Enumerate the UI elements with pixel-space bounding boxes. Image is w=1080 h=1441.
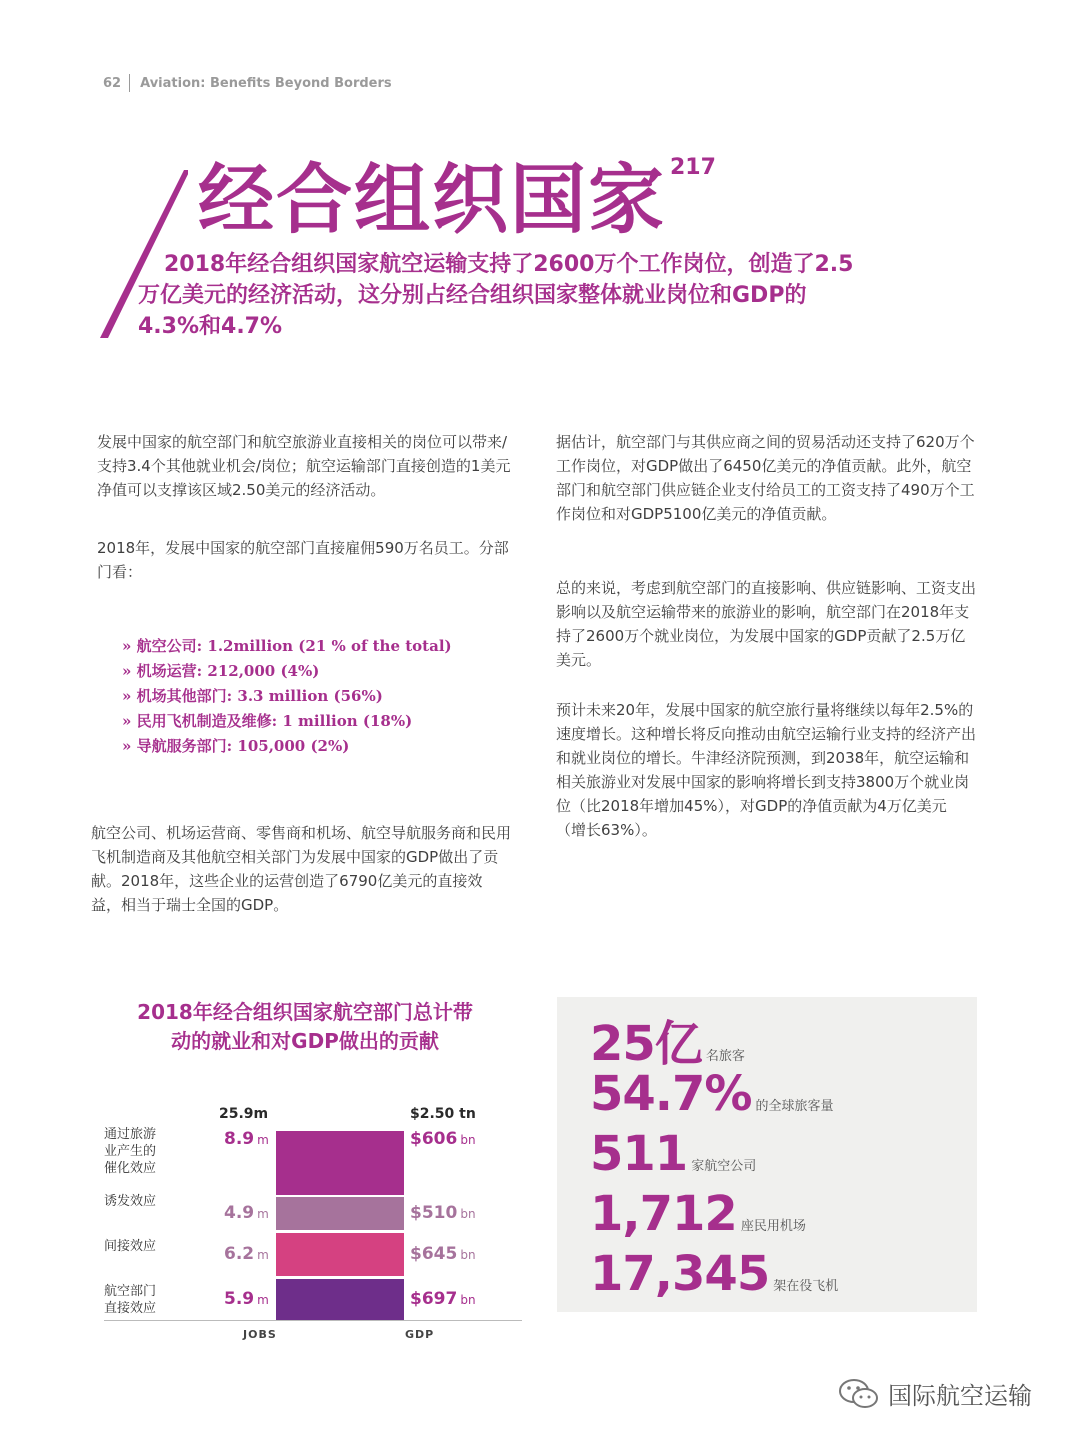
stat-label: 家航空公司 bbox=[691, 1159, 757, 1174]
stat-aircraft bbox=[590, 1246, 838, 1302]
chart-baseline bbox=[104, 1320, 522, 1321]
chart-gdp-value: $697 bn bbox=[410, 1288, 476, 1309]
bullet-value: 1.2million (21 % of the total) bbox=[207, 637, 452, 655]
chart-category-label: 通过旅游 业产生的 催化效应 bbox=[104, 1127, 157, 1176]
stat-label: 座民用机场 bbox=[740, 1219, 806, 1234]
page-subtitle bbox=[138, 249, 948, 342]
chart-gdp-value: $510 bn bbox=[410, 1202, 476, 1223]
title-footnote: 217 bbox=[670, 155, 716, 180]
stat-airports bbox=[590, 1186, 806, 1242]
bullet-airlines bbox=[122, 634, 452, 659]
stat-global-share bbox=[590, 1066, 834, 1122]
bullet-navigation-services bbox=[122, 734, 452, 759]
bullet-airport-operations bbox=[122, 659, 452, 684]
chart-jobs-value: 5.9 m bbox=[224, 1288, 269, 1309]
chart-bar-segment bbox=[276, 1131, 404, 1195]
chart-title-line-2: 动的就业和对GDP做出的贡献 bbox=[171, 1029, 439, 1053]
stat-label: 的全球旅客量 bbox=[755, 1099, 834, 1114]
stat-value: 17,345 bbox=[590, 1246, 770, 1302]
bullet-label: 机场其他部门: bbox=[136, 687, 233, 705]
wechat-icon bbox=[838, 1377, 880, 1411]
doc-title: Aviation: Benefits Beyond Borders bbox=[140, 75, 392, 91]
bullet-value: 212,000 (4%) bbox=[207, 662, 320, 680]
chart-bar-segment bbox=[276, 1197, 404, 1230]
bullet-label: 航空公司: bbox=[136, 637, 203, 655]
x-label-gdp: GDP bbox=[405, 1328, 435, 1341]
sector-bullet-list bbox=[122, 634, 452, 759]
right-paragraph-2: 总的来说，考虑到航空部门的直接影响、供应链影响、工资支出影响以及航空运输带来的旅游业的影响，航空部门在2018年支持了2600万个就业岗位，为发展中国家的GDP贡献了2.5万亿美元。 bbox=[556, 579, 977, 669]
stat-passengers bbox=[590, 1005, 745, 1074]
stat-value: 25亿 bbox=[590, 1016, 702, 1072]
bullet-value: 1 million (18%) bbox=[282, 712, 413, 730]
header-divider bbox=[129, 74, 130, 92]
x-label-jobs: JOBS bbox=[243, 1328, 277, 1341]
bullet-airport-other bbox=[122, 684, 452, 709]
bullet-aircraft-manufacturing bbox=[122, 709, 452, 734]
left-paragraph-2: 2018年，发展中国家的航空部门直接雇佣590万名员工。分部门看： bbox=[97, 539, 509, 581]
chart-jobs-value: 4.9 m bbox=[224, 1202, 269, 1223]
stat-label: 架在役飞机 bbox=[773, 1279, 839, 1294]
stat-value: 1,712 bbox=[590, 1186, 737, 1242]
bullet-marker: » bbox=[122, 662, 132, 680]
chart-title bbox=[100, 998, 510, 1056]
watermark bbox=[838, 1376, 1032, 1411]
page-title-text: 经合组织国家 bbox=[198, 155, 666, 244]
bullet-label: 民用飞机制造及维修: bbox=[136, 712, 278, 730]
bullet-marker: » bbox=[122, 712, 132, 730]
left-paragraph-1: 发展中国家的航空部门和航空旅游业直接相关的岗位可以带来/支持3.4个其他就业机会/岗位；航空运输部门直接创造的1美元净值可以支撑该区域2.50美元的经济活动。 bbox=[97, 433, 511, 499]
bullet-value: 3.3 million (56%) bbox=[237, 687, 383, 705]
subtitle-line-1: 2018年经合组织国家航空运输支持了2600万个工作岗位，创造了2.5 bbox=[164, 252, 854, 277]
left-paragraph-3: 航空公司、机场运营商、零售商和机场、航空导航服务商和民用飞机制造商及其他航空相关部门为发展中国家的GDP做出了贡献。2018年，这些企业的运营创造了6790亿美元的直接效益，相当于瑞士全国的GDP。 bbox=[91, 824, 512, 914]
right-paragraph-3: 预计未来20年，发展中国家的航空旅行量将继续以每年2.5%的速度增长。这种增长将反向推动由航空运输行业支持的经济产出和就业岗位的增长。牛津经济院预测，到2038年，航空运输和相关旅游业对发展中国家的影响将增长到支持3800万个就业岗位（比2018年增加45%），对GDP的净值贡献为4万亿美元（增长63%）。 bbox=[556, 701, 977, 839]
subtitle-line-3: 4.3%和4.7% bbox=[138, 314, 283, 339]
bullet-marker: » bbox=[122, 687, 132, 705]
stat-value: 511 bbox=[590, 1126, 688, 1182]
chart-bar-segment bbox=[276, 1279, 404, 1320]
subtitle-line-2: 万亿美元的经济活动，这分别占经合组织国家整体就业岗位和GDP的 bbox=[138, 283, 807, 308]
chart-category-label: 诱发效应 bbox=[104, 1194, 157, 1209]
stat-label: 名旅客 bbox=[705, 1049, 745, 1064]
right-paragraph-1: 据估计，航空部门与其供应商之间的贸易活动还支持了620万个工作岗位，对GDP做出了6450亿美元的净值贡献。此外，航空部门和航空部门供应链企业支付给员工的工资支持了490万个工作岗位和对GDP5100亿美元的净值贡献。 bbox=[556, 433, 975, 523]
chart-jobs-value: 6.2 m bbox=[224, 1243, 269, 1264]
chart-total-gdp: $2.50 tn bbox=[410, 1106, 476, 1122]
bullet-label: 机场运营: bbox=[136, 662, 203, 680]
chart-jobs-value: 8.9 m bbox=[224, 1129, 269, 1149]
chart-bar-segment bbox=[276, 1233, 404, 1276]
bullet-marker: » bbox=[122, 637, 132, 655]
chart-category-label: 间接效应 bbox=[104, 1239, 157, 1254]
chart-gdp-value: $606 bn bbox=[410, 1129, 476, 1149]
page-number: 62 bbox=[103, 75, 122, 91]
stat-airlines bbox=[590, 1126, 756, 1182]
chart-gdp-value: $645 bn bbox=[410, 1243, 476, 1264]
chart-total-jobs: 25.9m bbox=[219, 1106, 269, 1122]
watermark-text: 国际航空运输 bbox=[888, 1382, 1032, 1410]
bullet-marker: » bbox=[122, 737, 132, 755]
bullet-label: 导航服务部门: bbox=[136, 737, 233, 755]
chart-category-label: 航空部门 直接效应 bbox=[104, 1284, 157, 1316]
stat-value: 54.7% bbox=[590, 1066, 752, 1122]
running-header bbox=[103, 74, 392, 92]
chart-title-line-1: 2018年经合组织国家航空部门总计带 bbox=[137, 1000, 473, 1024]
bullet-value: 105,000 (2%) bbox=[237, 737, 350, 755]
page-title bbox=[198, 150, 716, 250]
